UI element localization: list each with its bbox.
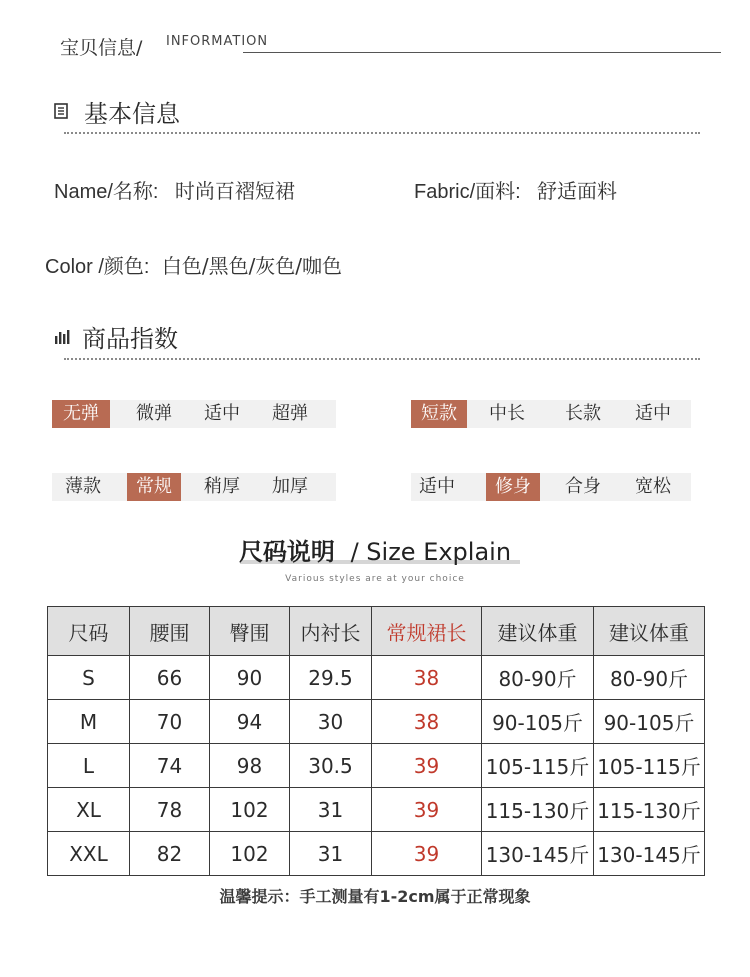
table-cell: 39 — [372, 788, 482, 832]
table-cell: 70 — [130, 700, 210, 744]
basic-info-divider — [64, 132, 700, 134]
fabric-value: 舒适面料 — [537, 179, 618, 203]
table-cell: 29.5 — [290, 656, 372, 700]
index-option: 修身 — [486, 473, 540, 501]
table-row — [48, 832, 705, 876]
table-cell: 115-130斤 — [482, 788, 594, 832]
header-cell: 腰围 — [130, 607, 210, 656]
size-subtitle: Various styles are at your choice — [285, 574, 465, 584]
table-cell: 31 — [290, 832, 372, 876]
thickness-scale — [52, 473, 336, 501]
table-row — [48, 700, 705, 744]
size-title — [0, 532, 750, 567]
color-value: 白色/黑色/灰色/咖色 — [161, 254, 343, 278]
product-index-divider — [64, 358, 700, 360]
table-cell: 105-115斤 — [482, 744, 594, 788]
table-cell: L — [48, 744, 130, 788]
table-cell: 80-90斤 — [594, 656, 705, 700]
header-cell: 内衬长 — [290, 607, 372, 656]
index-option: 适中 — [419, 476, 455, 497]
table-row — [48, 788, 705, 832]
index-option: 长款 — [565, 403, 601, 424]
header-cell: 臀围 — [210, 607, 290, 656]
name-value: 时尚百褶短裙 — [174, 179, 295, 203]
table-cell: 82 — [130, 832, 210, 876]
table-cell: 98 — [210, 744, 290, 788]
table-cell: 38 — [372, 656, 482, 700]
index-option: 薄款 — [65, 476, 101, 497]
color-row — [45, 250, 342, 279]
table-cell: 74 — [130, 744, 210, 788]
basic-info-icon — [54, 103, 68, 123]
header-cell: 建议体重 — [594, 607, 705, 656]
header-divider — [243, 52, 721, 53]
table-cell: 94 — [210, 700, 290, 744]
index-option: 常规 — [127, 473, 181, 501]
table-cell: 102 — [210, 788, 290, 832]
basic-info-heading: 基本信息 — [84, 100, 180, 128]
size-title-cn: 尺码说明 — [238, 538, 335, 566]
size-table — [47, 606, 705, 876]
table-cell: 66 — [130, 656, 210, 700]
index-option: 无弹 — [52, 400, 110, 428]
table-cell: S — [48, 656, 130, 700]
index-option: 合身 — [565, 476, 601, 497]
product-index-heading: 商品指数 — [82, 325, 178, 353]
info-header-subtitle: INFORMATION — [166, 34, 269, 49]
fabric-row — [414, 175, 617, 204]
index-option: 稍厚 — [204, 476, 240, 497]
table-cell: XL — [48, 788, 130, 832]
index-option: 中长 — [489, 403, 525, 424]
table-header-row — [48, 607, 705, 656]
table-cell: 39 — [372, 832, 482, 876]
name-row — [54, 175, 295, 204]
header-cell: 建议体重 — [482, 607, 594, 656]
header-cell: 常规裙长 — [372, 607, 482, 656]
name-label: Name/名称: — [54, 181, 159, 203]
table-cell: 80-90斤 — [482, 656, 594, 700]
table-cell: 90-105斤 — [594, 700, 705, 744]
table-cell: 31 — [290, 788, 372, 832]
index-option: 适中 — [635, 403, 671, 424]
table-cell: 39 — [372, 744, 482, 788]
bar-chart-icon — [54, 329, 70, 348]
table-cell: 30.5 — [290, 744, 372, 788]
index-option: 宽松 — [635, 476, 671, 497]
index-option: 短款 — [411, 400, 467, 428]
table-cell: 130-145斤 — [482, 832, 594, 876]
table-cell: 30 — [290, 700, 372, 744]
index-option: 适中 — [204, 403, 240, 424]
header-cell: 尺码 — [48, 607, 130, 656]
table-cell: 115-130斤 — [594, 788, 705, 832]
table-row — [48, 656, 705, 700]
size-title-en: / Size Explain — [350, 538, 512, 566]
table-cell: 130-145斤 — [594, 832, 705, 876]
table-cell: XXL — [48, 832, 130, 876]
table-cell: 102 — [210, 832, 290, 876]
table-cell: 78 — [130, 788, 210, 832]
table-cell: 38 — [372, 700, 482, 744]
index-option: 加厚 — [272, 476, 308, 497]
length-scale — [411, 400, 691, 428]
table-row — [48, 744, 705, 788]
table-cell: M — [48, 700, 130, 744]
index-option: 微弹 — [136, 403, 172, 424]
table-cell: 105-115斤 — [594, 744, 705, 788]
info-header-title: 宝贝信息/ — [60, 37, 143, 59]
table-cell: 90-105斤 — [482, 700, 594, 744]
index-option: 超弹 — [272, 403, 308, 424]
table-cell: 90 — [210, 656, 290, 700]
measurement-tip: 温馨提示：手工测量有1-2cm属于正常现象 — [219, 887, 531, 906]
fabric-label: Fabric/面料: — [414, 181, 521, 203]
fit-scale — [411, 473, 691, 501]
elasticity-scale — [52, 400, 336, 428]
color-label: Color /颜色: — [45, 256, 150, 278]
